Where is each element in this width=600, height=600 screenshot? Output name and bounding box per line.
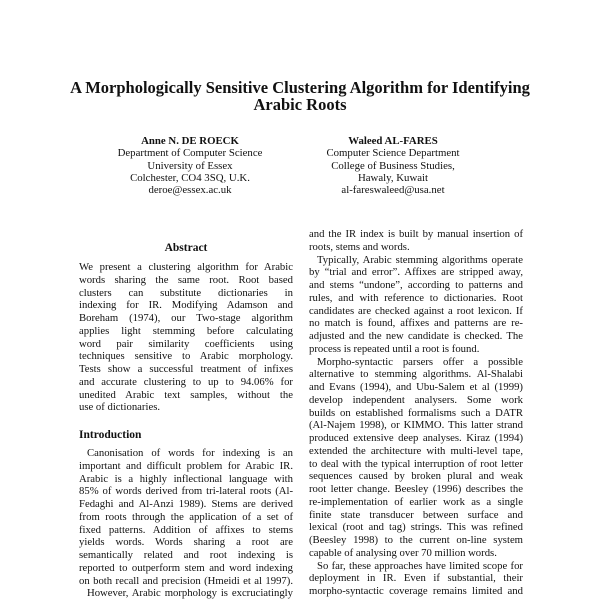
abstract-heading: Abstract bbox=[164, 242, 208, 254]
text-line: and the IR index is built by manual insertion of bbox=[309, 228, 523, 240]
text-line: Morpho-syntactic parsers offer a possible bbox=[317, 355, 523, 368]
text-line: process is repeated until a root is found. bbox=[309, 342, 480, 355]
text-line: Tests show a successful treatment of infixes bbox=[79, 363, 293, 375]
text-line: sequences caused by broken plural and weak bbox=[309, 470, 523, 483]
author-affiliation: Computer Science Department bbox=[326, 147, 460, 160]
text-line: fixed patterns. Addition of affixes to stems bbox=[79, 523, 293, 536]
text-line: produced extensive deep analyses. Kiraz (1994) bbox=[309, 432, 523, 444]
paper-title-line-1: A Morphologically Sensitive Clustering Algorithm for Identifying bbox=[70, 78, 530, 97]
text-line: extended the architecture with multi-level tape, bbox=[309, 444, 523, 457]
author-email: al-fareswaleed@usa.net bbox=[341, 184, 445, 197]
text-line: Fedaghi and Al-Anzi 1989). Stems are derived bbox=[79, 498, 293, 510]
author-affiliation: University of Essex bbox=[147, 159, 233, 172]
text-line: semantically related and root indexing is bbox=[79, 549, 293, 561]
text-line: word pair similarity coefficients using bbox=[79, 337, 293, 350]
text-line: re-implementation of earlier work as a single bbox=[309, 495, 523, 508]
author-email: deroe@essex.ac.uk bbox=[148, 184, 232, 197]
abstract-body bbox=[79, 261, 293, 414]
text-line: develop independent analysers. Some work bbox=[309, 393, 523, 406]
text-line: roots, stems and words. bbox=[309, 240, 410, 253]
text-line: deployment in IR. Even if substantial, their bbox=[309, 572, 523, 585]
text-line: finite state transducer between surface and bbox=[309, 508, 523, 521]
text-line: Canonisation of words for indexing is an bbox=[87, 447, 293, 459]
text-line: reported to outperform stem and word indexing bbox=[79, 561, 293, 574]
text-line: words sharing the same root. Root based bbox=[79, 273, 293, 286]
text-line: So far, these approaches have limited scope for bbox=[317, 559, 523, 572]
introduction-body-left bbox=[79, 447, 293, 600]
text-line: Arabic is a highly inflectional language with bbox=[79, 472, 293, 485]
text-line: clusters can substitute dictionaries in bbox=[79, 286, 293, 299]
text-line: lexical (root and tag) strings. This was refined bbox=[309, 521, 523, 534]
text-line: (Beesley 1998) to the current on-line system bbox=[309, 534, 523, 546]
text-line: (Al-Najem 1998), or KIMMO. This latter strand bbox=[309, 419, 523, 432]
author-affiliation: College of Business Studies, bbox=[331, 159, 455, 172]
text-line: techniques sensitive to Arabic morphology. bbox=[79, 350, 293, 363]
introduction-heading: Introduction bbox=[79, 429, 142, 441]
text-line: use of dictionaries. bbox=[79, 401, 161, 414]
text-line: However, Arabic morphology is excruciatingly bbox=[87, 587, 293, 600]
text-line: indexing for IR. Modifying Adamson and bbox=[79, 299, 293, 312]
author-address: Colchester, CO4 3SQ, U.K. bbox=[130, 171, 250, 184]
author-block-2 bbox=[273, 135, 513, 196]
text-line: alternative to stemming algorithms. Al-Shalabi bbox=[309, 368, 523, 381]
author-affiliation: Department of Computer Science bbox=[117, 147, 263, 160]
text-line: 85% of words derived from tri-lateral roots (Al- bbox=[79, 485, 293, 498]
text-line: from roots through the application of a set of bbox=[79, 510, 293, 523]
text-line: rules, and with reference to dictionaries. Root bbox=[309, 291, 523, 304]
text-line: We present a clustering algorithm for Arabic bbox=[79, 261, 293, 273]
text-line: builds on established formalisms such a DATR bbox=[309, 406, 523, 419]
text-line: morpho-syntactic coverage remains limited and bbox=[309, 585, 523, 597]
text-line: and Evans (1994), and Ubu-Salem et al (1999) bbox=[309, 381, 523, 393]
text-line: Typically, Arabic stemming algorithms operate bbox=[317, 253, 523, 266]
text-line: applies light stemming before calculating bbox=[79, 324, 293, 337]
text-line: unedited Arabic text samples, without the bbox=[79, 388, 293, 401]
author-name: Waleed AL-FARES bbox=[348, 135, 438, 147]
text-line: to deal with the typical interruption of root letter bbox=[309, 457, 523, 470]
text-line: no match is found, affixes and patterns are re- bbox=[309, 317, 523, 330]
paper-title-line-2: Arabic Roots bbox=[253, 95, 347, 114]
text-line: capable of analysing over 70 million words. bbox=[309, 546, 497, 559]
text-line: yields words. Words sharing a root are bbox=[79, 536, 293, 549]
text-line: important and difficult problem for Arabic IR. bbox=[79, 459, 293, 472]
text-line: and stems “undone”, according to patterns and bbox=[309, 279, 523, 291]
text-line: by “trial and error”. Affixes are stripped away, bbox=[309, 266, 523, 279]
author-name: Anne N. DE ROECK bbox=[141, 135, 239, 147]
text-line: and accurate clustering to up to 94.06% for bbox=[79, 375, 293, 388]
text-line: adjusted and the new candidate is checked. The bbox=[309, 330, 523, 342]
introduction-body-right bbox=[309, 228, 523, 598]
text-line: on both recall and precision (Hmeidi et al 1997). bbox=[79, 574, 293, 587]
author-address: Hawaly, Kuwait bbox=[357, 171, 429, 184]
text-line: root letter change. Beesley (1996) describes the bbox=[309, 483, 523, 495]
text-line: Boreham (1974), our Two-stage algorithm bbox=[79, 312, 293, 324]
text-line: candidates are checked against a root lexicon. If bbox=[309, 304, 523, 317]
